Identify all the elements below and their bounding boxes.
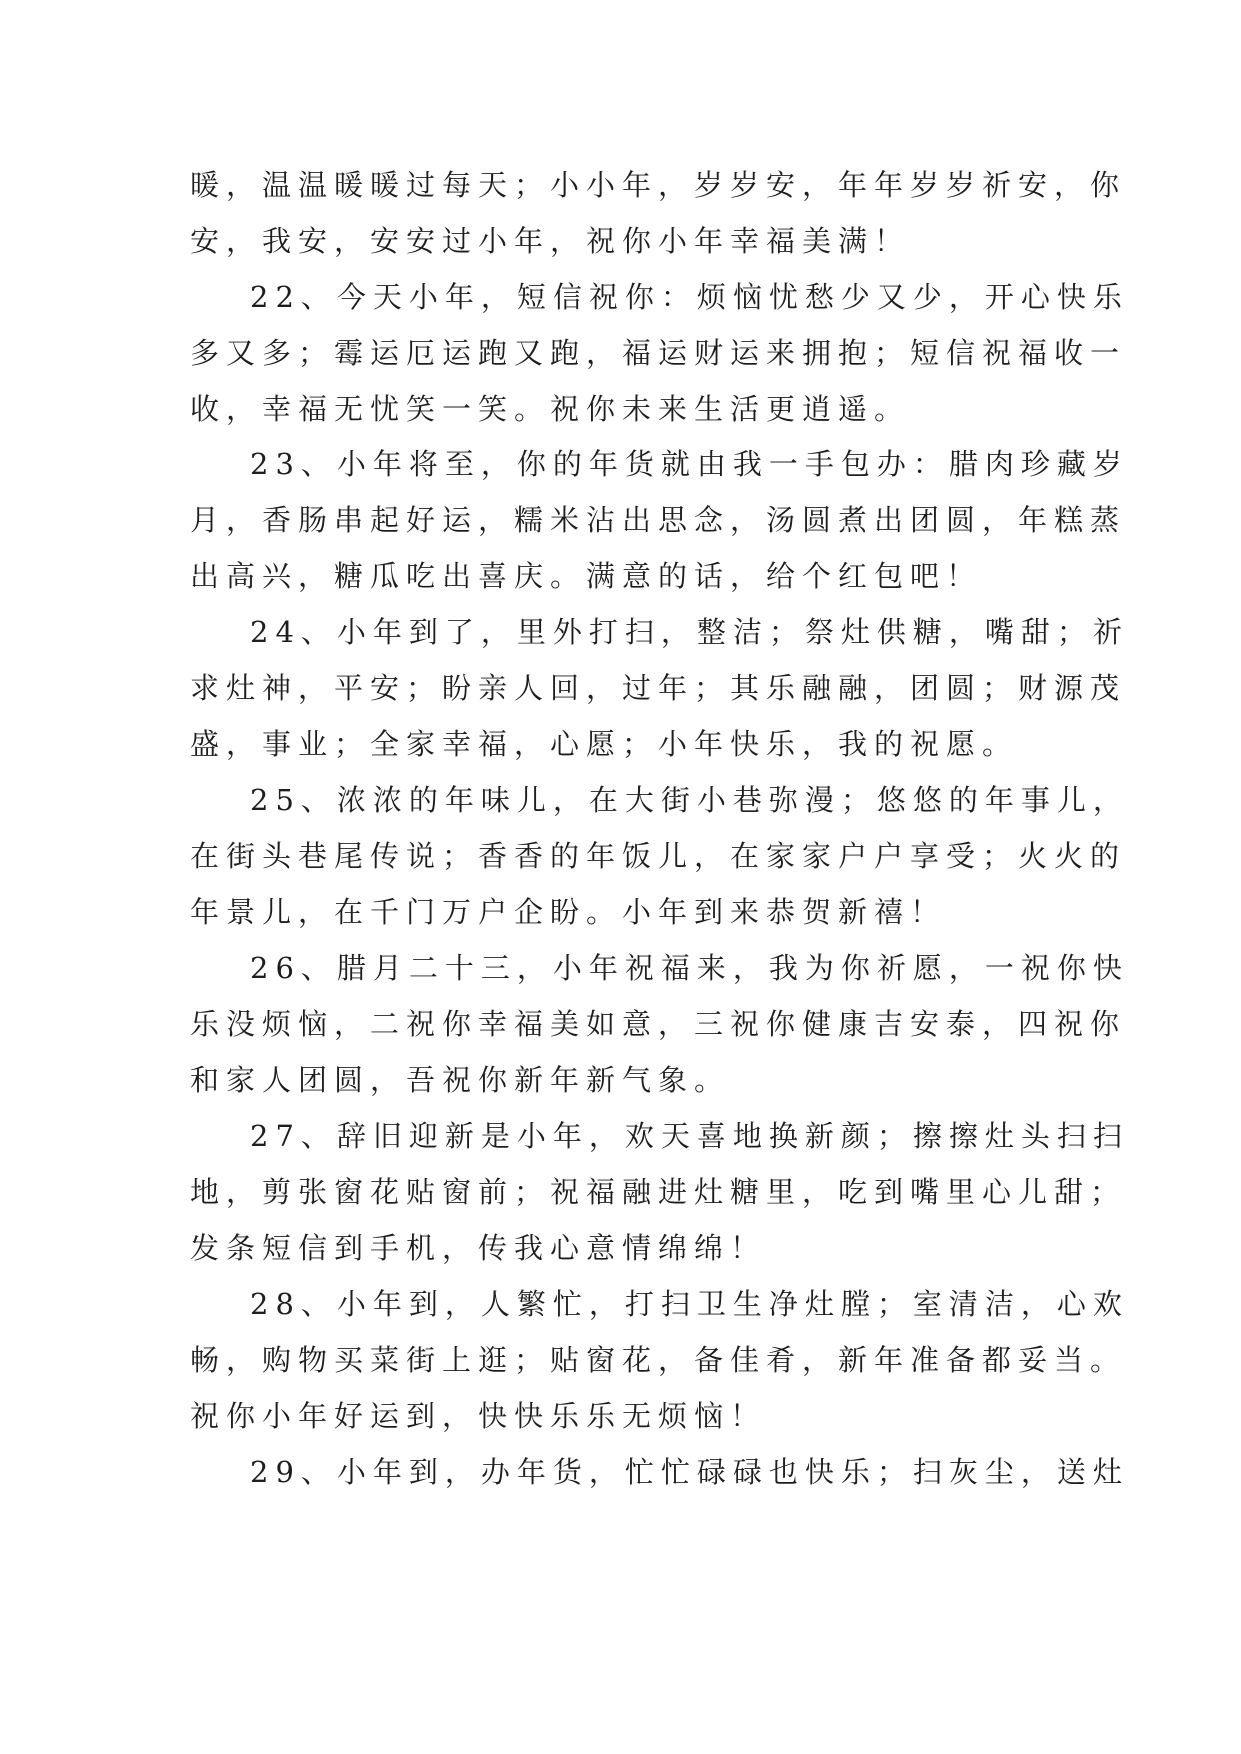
- text-line: 多又多；霉运厄运跑又跑，福运财运来拥抱；短信祝福收一: [190, 336, 1127, 370]
- text-line: 25、浓浓的年味儿，在大街小巷弥漫；悠悠的年事儿，: [250, 783, 1129, 817]
- text-line: 24、小年到了，里外打扫，整洁；祭灶供糖，嘴甜；祈: [250, 615, 1129, 649]
- text-line: 乐没烦恼，二祝你幸福美如意，三祝你健康吉安泰，四祝你: [190, 1007, 1127, 1041]
- text-line: 年景儿，在千门万户企盼。小年到来恭贺新禧！: [190, 895, 947, 929]
- text-line: 发条短信到手机，传我心意情绵绵！: [190, 1231, 767, 1265]
- text-line: 收，幸福无忧笑一笑。祝你未来生活更逍遥。: [190, 392, 911, 426]
- text-line: 月，香肠串起好运，糯米沾出思念，汤圆煮出团圆，年糕蒸: [190, 503, 1127, 537]
- text-line: 27、辞旧迎新是小年，欢天喜地换新颜；擦擦灶头扫扫: [250, 1119, 1129, 1153]
- text-line: 26、腊月二十三，小年祝福来，我为你祈愿，一祝你快: [250, 951, 1129, 985]
- text-line: 在街头巷尾传说；香香的年饭儿，在家家户户享受；火火的: [190, 839, 1127, 873]
- text-line: 地，剪张窗花贴窗前；祝福融进灶糖里，吃到嘴里心儿甜；: [190, 1175, 1127, 1209]
- text-line: 盛，事业；全家幸福，心愿；小年快乐，我的祝愿。: [190, 727, 1019, 761]
- text-line: 29、小年到，办年货，忙忙碌碌也快乐；扫灰尘，送灶: [250, 1455, 1129, 1489]
- text-line: 23、小年将至，你的年货就由我一手包办：腊肉珍藏岁: [250, 447, 1129, 481]
- text-line: 28、小年到，人繁忙，打扫卫生净灶膛；室清洁，心欢: [250, 1287, 1129, 1321]
- text-line: 畅，购物买菜街上逛；贴窗花，备佳肴，新年准备都妥当。: [190, 1343, 1127, 1377]
- text-line: 求灶神，平安；盼亲人回，过年；其乐融融，团圆；财源茂: [190, 671, 1127, 705]
- text-line: 22、今天小年，短信祝你：烦恼忧愁少又少，开心快乐: [250, 280, 1129, 314]
- text-line: 安，我安，安安过小年，祝你小年幸福美满！: [190, 224, 911, 258]
- text-line: 出高兴，糖瓜吃出喜庆。满意的话，给个红包吧！: [190, 559, 983, 593]
- text-line: 和家人团圆，吾祝你新年新气象。: [190, 1063, 731, 1097]
- text-line: 祝你小年好运到，快快乐乐无烦恼！: [190, 1399, 767, 1433]
- text-line: 暖，温温暖暖过每天；小小年，岁岁安，年年岁岁祈安，你: [190, 168, 1127, 202]
